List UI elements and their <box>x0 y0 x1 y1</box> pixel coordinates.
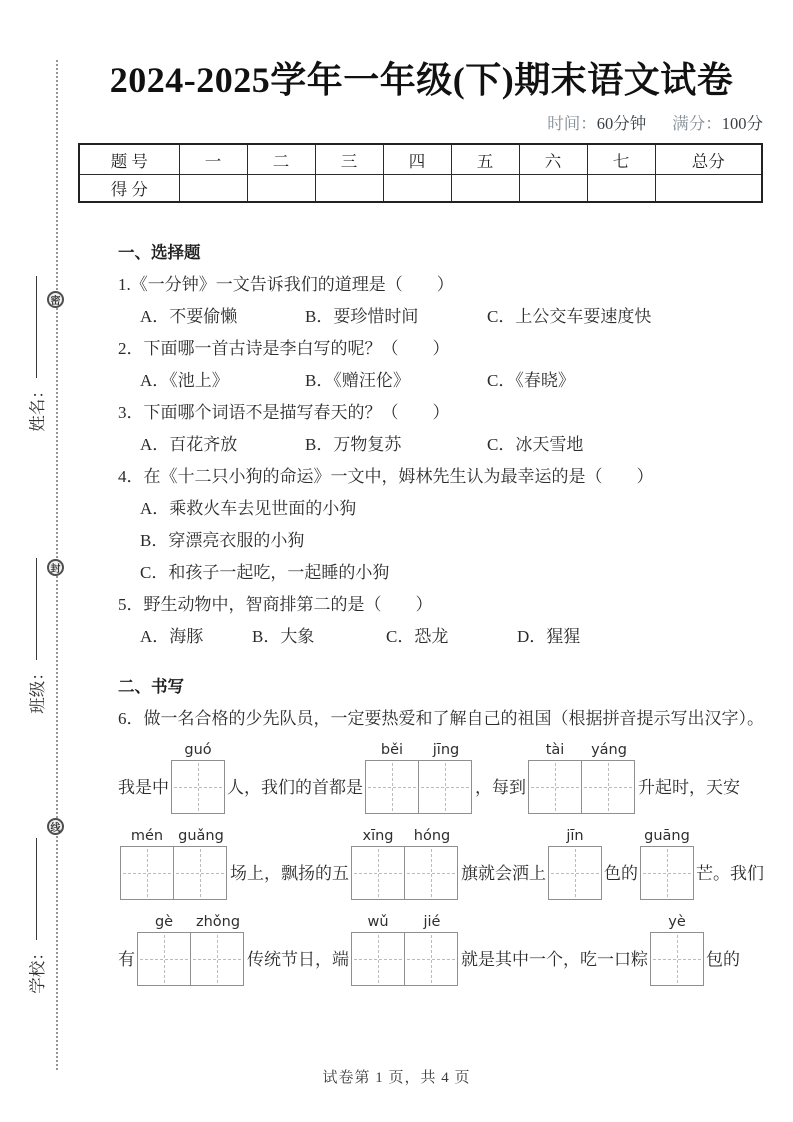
option-label: A．乘救火车去见世面的小狗 <box>140 499 357 518</box>
pinyin-label: jīng <box>432 742 460 758</box>
writing-text: 升起时，天安 <box>638 778 740 797</box>
header-cell-tihao: 题 号 <box>79 144 179 175</box>
pinyin-label: guó <box>184 742 212 758</box>
writing-text: ，每到 <box>475 778 526 797</box>
option-label: A．不要偷懒 <box>140 307 238 326</box>
char-box-group <box>171 742 225 814</box>
char-box <box>581 760 635 814</box>
full-score-label: 满分： <box>672 114 722 133</box>
name-label: 姓名： <box>28 382 47 432</box>
writing-text: 我是中 <box>118 778 169 797</box>
header-cell-2: 二 <box>247 144 315 175</box>
writing-line-3 <box>118 914 764 986</box>
page-title: 2024-2025学年一年级(下)期末语文试卷 <box>109 60 734 100</box>
char-box <box>640 846 694 900</box>
option-label: C．和孩子一起吃，一起睡的小狗 <box>140 563 390 582</box>
question-1-options <box>118 308 764 326</box>
option-label: C．《春晓》 <box>487 371 575 390</box>
pinyin-label: zhǒng <box>195 914 241 930</box>
char-box <box>120 846 174 900</box>
writing-text: 色的 <box>604 864 638 883</box>
pinyin-label: běi <box>380 742 404 758</box>
question-3-text: 3．下面哪个词语不是描写春天的？（ ） <box>118 403 450 422</box>
char-box <box>418 760 472 814</box>
name-blank-line <box>36 276 48 378</box>
option-label: D．猩猩 <box>517 627 581 646</box>
char-box-group <box>120 828 228 900</box>
char-box <box>404 846 458 900</box>
char-box <box>548 846 602 900</box>
pinyin-label: jié <box>423 914 441 930</box>
char-box <box>173 846 227 900</box>
writing-text: 就是其中一个，吃一口粽 <box>461 950 648 969</box>
char-box <box>137 932 191 986</box>
option-label: B．万物复苏 <box>305 435 402 454</box>
header-cell-7: 七 <box>587 144 655 175</box>
writing-line-1 <box>118 742 764 814</box>
score-cell-empty <box>655 175 762 203</box>
header-cell-6: 六 <box>519 144 587 175</box>
pinyin-label: wǔ <box>367 914 389 930</box>
pinyin-label: hóng <box>413 828 451 844</box>
char-box <box>190 932 244 986</box>
exam-meta <box>547 110 763 134</box>
char-box-group <box>351 914 459 986</box>
school-blank-line <box>36 838 48 940</box>
writing-text: 旗就会洒上 <box>461 864 546 883</box>
class-blank-line <box>36 558 48 660</box>
score-row-label: 得 分 <box>79 175 179 203</box>
time-label: 时间： <box>547 114 597 133</box>
option-label: B．穿漂亮衣服的小狗 <box>140 531 305 550</box>
char-box-group <box>351 828 459 900</box>
score-cell-empty <box>451 175 519 203</box>
header-cell-5: 五 <box>451 144 519 175</box>
pinyin-label: yè <box>668 914 686 930</box>
option-label: A．百花齐放 <box>140 435 238 454</box>
header-cell-total: 总分 <box>655 144 762 175</box>
score-table-header-row <box>79 144 762 175</box>
full-score-value: 100分 <box>721 114 763 133</box>
pinyin-label: mén <box>130 828 164 844</box>
school-label: 学校： <box>28 944 47 994</box>
option-label: B．大象 <box>252 627 315 646</box>
score-cell-empty <box>519 175 587 203</box>
writing-text: 场上，飘扬的五 <box>230 864 349 883</box>
seal-char-feng: 封 <box>47 559 64 576</box>
question-3-options <box>118 436 764 454</box>
pinyin-label: tài <box>545 742 565 758</box>
score-table-score-row <box>79 175 762 203</box>
char-box-group <box>650 914 704 986</box>
score-cell-empty <box>179 175 247 203</box>
char-box <box>351 932 405 986</box>
score-cell-empty <box>587 175 655 203</box>
char-box-group <box>548 828 602 900</box>
section2-heading: 二、书写 <box>118 677 184 696</box>
time-value: 60分钟 <box>596 114 647 133</box>
option-label: A．《池上》 <box>140 371 229 390</box>
question-6-text: 6．做一名合格的少先队员，一定要热爱和了解自己的祖国（根据拼音提示写出汉字）。 <box>118 709 764 728</box>
writing-text: 人，我们的首都是 <box>227 778 363 797</box>
seal-char-xian: 线 <box>47 818 64 835</box>
question-4-text: 4．在《十二只小狗的命运》一文中，姆林先生认为最幸运的是（ ） <box>118 467 654 486</box>
option-label: B．《赠汪伦》 <box>305 371 410 390</box>
writing-text: 芒。我们 <box>696 864 764 883</box>
pinyin-label: guāng <box>644 828 690 844</box>
pinyin-label: xīng <box>362 828 394 844</box>
section1-heading: 一、选择题 <box>118 243 201 262</box>
char-box <box>650 932 704 986</box>
question-5-text: 5．野生动物中，智商排第二的是（ ） <box>118 595 433 614</box>
question-5-options <box>118 628 764 646</box>
class-field <box>25 546 47 726</box>
header-cell-4: 四 <box>383 144 451 175</box>
pinyin-label: jīn <box>566 828 584 844</box>
pinyin-label: guǎng <box>178 828 224 844</box>
writing-line-2 <box>118 828 764 900</box>
writing-text: 传统节日，端 <box>247 950 349 969</box>
char-box-group <box>640 828 694 900</box>
score-cell-empty <box>383 175 451 203</box>
option-label: C．恐龙 <box>386 627 449 646</box>
school-field <box>25 826 47 1006</box>
char-box <box>528 760 582 814</box>
score-cell-empty <box>247 175 315 203</box>
pinyin-label: yáng <box>591 742 627 758</box>
char-box <box>171 760 225 814</box>
pinyin-label: gè <box>154 914 174 930</box>
option-label: B．要珍惜时间 <box>305 307 419 326</box>
char-box <box>404 932 458 986</box>
writing-text: 有 <box>118 950 135 969</box>
writing-text: 包的 <box>706 950 740 969</box>
header-cell-1: 一 <box>179 144 247 175</box>
page-footer: 试卷第 1 页，共 4 页 <box>322 1070 471 1086</box>
char-box-group <box>365 742 473 814</box>
score-cell-empty <box>315 175 383 203</box>
question-1-text: 1.《一分钟》一文告诉我们的道理是（ ） <box>118 275 454 294</box>
header-cell-3: 三 <box>315 144 383 175</box>
seal-char-mi: 密 <box>47 291 64 308</box>
class-label: 班级： <box>28 664 47 714</box>
option-label: A．海豚 <box>140 627 204 646</box>
question-2-text: 2．下面哪一首古诗是李白写的呢？（ ） <box>118 339 450 358</box>
char-box <box>351 846 405 900</box>
option-label: C．上公交车要速度快 <box>487 307 652 326</box>
char-box-group <box>137 914 245 986</box>
name-field <box>25 264 47 444</box>
exam-body <box>118 244 764 1000</box>
option-label: C．冰天雪地 <box>487 435 584 454</box>
char-box-group <box>528 742 636 814</box>
question-2-options <box>118 372 764 390</box>
char-box <box>365 760 419 814</box>
score-table <box>78 143 763 203</box>
